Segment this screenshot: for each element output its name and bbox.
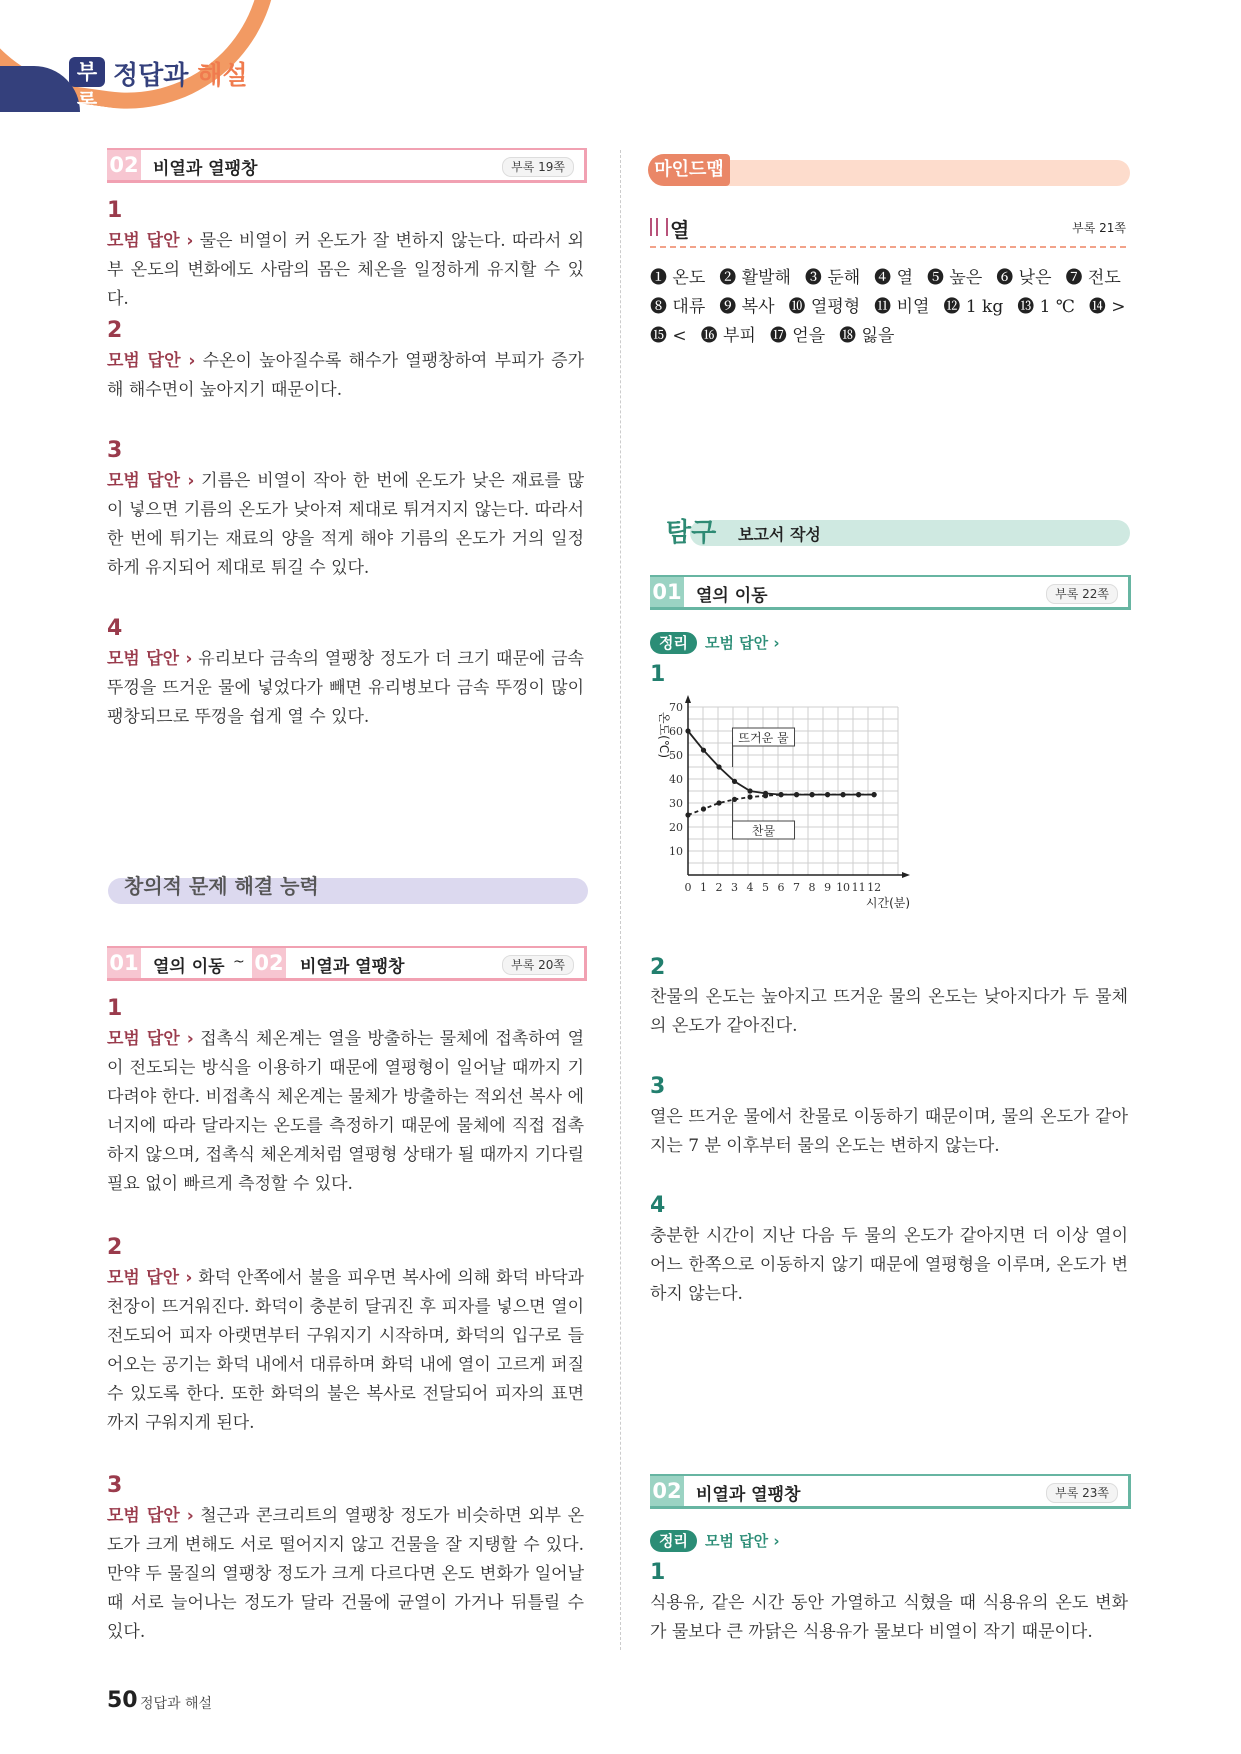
x-tick-label: 4 xyxy=(746,881,754,894)
x-tick-label: 0 xyxy=(684,881,692,894)
section-title: 열의 이동 xyxy=(153,957,225,977)
question-number: 4 xyxy=(650,1193,666,1218)
x-tick-label: 3 xyxy=(731,881,739,894)
page-reference: 부록 21쪽 xyxy=(1072,221,1126,235)
question-number: 3 xyxy=(107,438,123,463)
heat-icon xyxy=(650,218,668,236)
summary-answer-label: 정리 모범 답안 › xyxy=(650,632,780,653)
answer-paragraph: 식용유, 같은 시간 동안 가열하고 식혔을 때 식용유의 온도 변화가 물보다 큰 까닭은 식용유가 물보다 비열이 작기 때문이다. xyxy=(650,1593,1128,1642)
x-axis-arrow xyxy=(902,872,910,878)
range-tilde: ~ xyxy=(233,954,245,970)
page-reference: 부록 22쪽 xyxy=(1046,584,1118,604)
section-title: 열의 이동 xyxy=(696,586,768,606)
data-point xyxy=(825,792,830,797)
series-cold-water xyxy=(688,795,874,815)
section-title: 비열과 열팽창 xyxy=(300,957,405,977)
page-title: 정답과 해설 xyxy=(113,61,248,91)
answer-paragraph: 모범 답안 › 수온이 높아질수록 해수가 열팽창하여 부피가 증가해 해수면이 높아지기 때문이다. xyxy=(107,347,584,405)
data-point xyxy=(809,792,814,797)
x-tick-label: 11 xyxy=(851,881,866,894)
answer-paragraph: 모범 답안 › 물은 비열이 커 온도가 잘 변하지 않는다. 따라서 외부 온도의 변화에도 사람의 몸은 체온을 일정하게 유지할 수 있다. xyxy=(107,227,584,314)
x-tick-label: 7 xyxy=(793,881,801,894)
temperature-chart xyxy=(648,695,968,915)
data-point xyxy=(685,728,690,733)
inquiry-label: 탐구 xyxy=(666,518,717,548)
y-axis-arrow xyxy=(685,695,691,703)
section-number: 01 xyxy=(107,948,141,978)
series-label: 찬물 xyxy=(751,824,776,838)
data-point xyxy=(685,812,690,817)
section-title: 비열과 열팽창 xyxy=(696,1485,801,1505)
data-point xyxy=(871,792,876,797)
x-tick-label: 12 xyxy=(867,881,882,894)
section-title: 비열과 열팽창 xyxy=(153,159,258,179)
section-header-heat-expansion xyxy=(107,148,587,183)
data-point xyxy=(778,792,783,797)
answer-paragraph: 충분한 시간이 지난 다음 두 물의 온도가 같아지면 더 이상 열이 어느 한쪽으로 이동하지 않기 때문에 열평형을 이루며, 온도가 변하지 않는다. xyxy=(650,1226,1128,1304)
data-point xyxy=(732,779,737,784)
column-divider xyxy=(620,150,621,1650)
creative-banner-title: 창의적 문제 해결 능력 xyxy=(124,874,319,898)
x-tick-label: 5 xyxy=(762,881,770,894)
data-point xyxy=(701,806,706,811)
section-number: 02 xyxy=(650,1476,684,1506)
data-point xyxy=(856,792,861,797)
section-number: 01 xyxy=(650,577,684,607)
question-number: 2 xyxy=(107,1235,123,1260)
y-tick-label: 50 xyxy=(669,749,683,762)
mindmap-label: 마인드맵 xyxy=(648,154,730,186)
y-tick-label: 30 xyxy=(669,797,683,810)
question-number: 4 xyxy=(107,616,123,641)
question-number: 3 xyxy=(107,1473,123,1498)
question-number: 2 xyxy=(650,955,666,980)
page-reference: 부록 23쪽 xyxy=(1046,1483,1118,1503)
page-number: 50 xyxy=(107,1688,138,1713)
answer-paragraph: 모범 답안 › 기름은 비열이 작아 한 번에 온도가 낮은 재료를 많이 넣으면 기름의 온도가 낮아져 제대로 튀겨지지 않는다. 따라서 한 번에 튀기는 재료의 양을 적게 해야 기름의 온도가 거의 일정하게 유지되어 제대로 튀길 수 있다. xyxy=(107,467,584,583)
answer-paragraph: 열은 뜨거운 물에서 찬물로 이동하기 때문이며, 물의 온도가 같아지는 7 분 이후부터 물의 온도는 변하지 않는다. xyxy=(650,1107,1128,1156)
question-number: 1 xyxy=(107,198,123,223)
page-reference: 부록 19쪽 xyxy=(502,157,574,177)
footer-label: 정답과 해설 xyxy=(140,1696,213,1712)
y-axis-label: 온도(℃) xyxy=(657,712,671,759)
x-axis-label: 시간(분) xyxy=(865,896,911,910)
divider xyxy=(650,246,1126,248)
mindmap-answers-row: ❽ 대류 ❾ 복사 ❿ 열평형 ⓫ 비열 ⓬ 1 kg ⓭ 1 ℃ ⓮ > xyxy=(650,297,1126,317)
mindmap-answers-row: ❶ 온도 ❷ 활발해 ❸ 둔해 ❹ 열 ❺ 높은 ❻ 낮은 ❼ 전도 xyxy=(650,268,1121,288)
y-tick-label: 10 xyxy=(669,845,683,858)
inquiry-subtitle: 보고서 작성 xyxy=(738,525,821,544)
y-tick-label: 60 xyxy=(669,725,683,738)
data-point xyxy=(716,800,721,805)
data-point xyxy=(701,748,706,753)
data-point xyxy=(747,788,752,793)
section-header-creative xyxy=(107,946,587,981)
y-tick-label: 20 xyxy=(669,821,683,834)
x-tick-label: 9 xyxy=(824,881,832,894)
answer-paragraph: 찬물의 온도는 높아지고 뜨거운 물의 온도는 낮아지다가 두 물체의 온도가 같아진다. xyxy=(650,987,1128,1036)
data-point xyxy=(794,792,799,797)
answer-paragraph: 모범 답안 › 화덕 안쪽에서 불을 피우면 복사에 의해 화덕 바닥과 천장이 뜨거워진다. 화덕이 충분히 달궈진 후 피자를 넣으면 열이 전도되어 피자 아랫면부터 구워지기 시작하며, 화덕의 입구로 들어오는 공기는 화덕 내에서 대류하며 화덕 내에 열이 고르게 퍼질 수 있도록 한다. 또한 화덕의 불은 복사로 전달되어 피자의 표면까지 구워지게 된다. xyxy=(107,1264,584,1438)
mindmap-topic: 열 xyxy=(670,218,690,242)
data-point xyxy=(747,794,752,799)
question-number: 1 xyxy=(650,1560,666,1585)
series-label: 뜨거운 물 xyxy=(738,731,789,745)
x-tick-label: 2 xyxy=(715,881,723,894)
page-reference: 부록 20쪽 xyxy=(502,955,574,975)
data-point xyxy=(763,793,768,798)
x-tick-label: 8 xyxy=(808,881,816,894)
question-number: 1 xyxy=(107,996,123,1021)
section-header-heat-expansion-2 xyxy=(650,1474,1131,1509)
mindmap-answers-row: ⓯ < ⓰ 부피 ⓱ 얻을 ⓲ 잃을 xyxy=(650,326,895,346)
x-tick-label: 6 xyxy=(777,881,785,894)
x-tick-label: 1 xyxy=(700,881,708,894)
question-number: 3 xyxy=(650,1074,666,1099)
data-point xyxy=(716,764,721,769)
y-tick-label: 70 xyxy=(669,701,683,714)
section-number: 02 xyxy=(252,948,286,978)
section-number: 02 xyxy=(107,150,141,180)
appendix-badge: 부록 xyxy=(69,57,105,87)
y-tick-label: 40 xyxy=(669,773,683,786)
question-number: 1 xyxy=(650,662,666,687)
answer-paragraph: 모범 답안 › 접촉식 체온계는 열을 방출하는 물체에 접촉하여 열이 전도되는 방식을 이용하기 때문에 열평형이 일어날 때까지 기다려야 한다. 비접촉식 체온계는 물체가 방출하는 적외선 복사 에너지에 따라 달라지는 온도를 측정하기 때문에 물체에 직접 접촉하지 않으며, 접촉식 체온계처럼 열평형 상태가 될 때까지 기다릴 필요 없이 빠르게 측정할 수 있다. xyxy=(107,1025,584,1199)
summary-answer-label: 정리 모범 답안 › xyxy=(650,1530,780,1551)
answer-paragraph: 모범 답안 › 철근과 콘크리트의 열팽창 정도가 비슷하면 외부 온도가 크게 변해도 서로 떨어지지 않고 건물을 잘 지탱할 수 있다. 만약 두 물질의 열팽창 정도가 크게 다르다면 온도 변화가 일어날 때 서로 늘어나는 정도가 달라 건물에 균열이 가거나 뒤틀릴 수 있다. xyxy=(107,1502,584,1647)
section-header-heat-transfer xyxy=(650,575,1131,610)
question-number: 2 xyxy=(107,318,123,343)
x-tick-label: 10 xyxy=(836,881,851,894)
data-point xyxy=(840,792,845,797)
answer-paragraph: 모범 답안 › 유리보다 금속의 열팽창 정도가 더 크기 때문에 금속 뚜껑을 뜨거운 물에 넣었다가 빼면 유리병보다 금속 뚜껑이 많이 팽창되므로 뚜껑을 쉽게 열 수 있다. xyxy=(107,645,584,732)
